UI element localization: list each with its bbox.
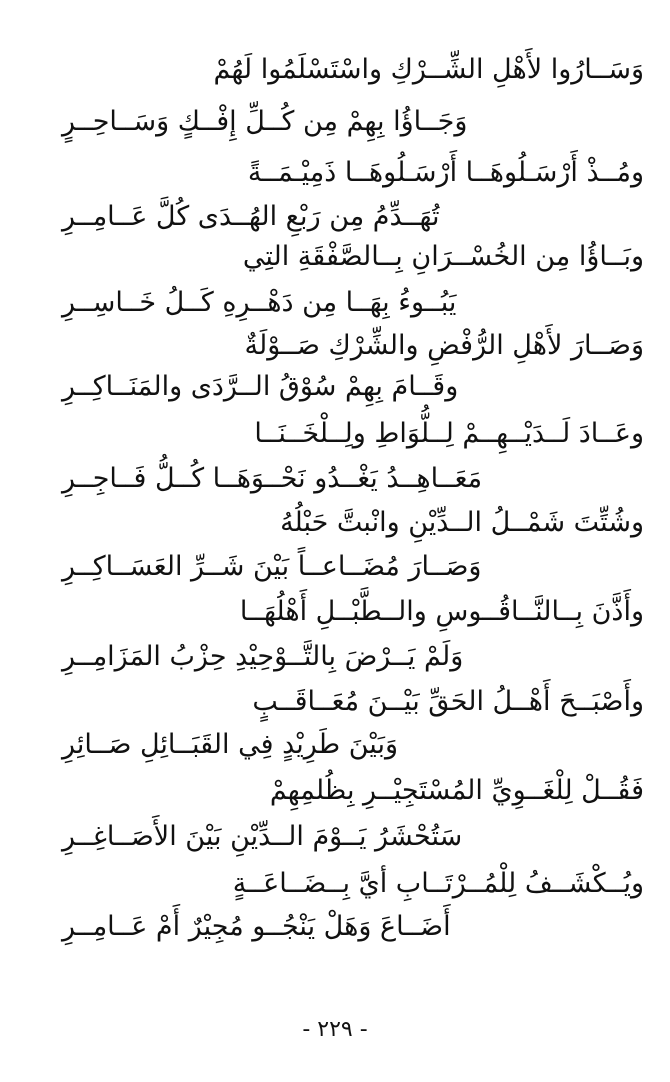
verse-line-11: وشُتِّتَ شَمْــلُ الــدِّيْنِ وانْبتَّ حَبْلُهُ — [280, 507, 644, 538]
verse-line-1: وَسَــارُوا لأَهْلِ الشِّــرْكِ واسْتَسْلَمُوا لَهُمْ — [213, 54, 644, 85]
verse-line-3: ومُــذْ أَرْسَـلُوهَــا أَرْسَـلُوهَــا ذَمِيْـمَــةً — [247, 157, 644, 188]
verse-line-9: وعَــادَ لَــدَيْــهِــمْ لِــلُّوَاطِ ولِــلْخَــنَــا — [254, 418, 644, 449]
verse-line-7: وَصَــارَ لأَهْلِ الرُّفْضِ والشِّرْكِ صَــوْلَةٌ — [244, 330, 644, 361]
verse-line-5: وبَــاؤُا مِن الخُسْــرَانِ بِــالصَّفْقَةِ التِي — [242, 241, 644, 272]
verse-line-8: وقَــامَ بِهِمْ سُوْقُ الــرَّدَى والمَنَــاكِــرِ — [62, 371, 459, 402]
verse-line-15: وأَصْبَــحَ أَهْــلُ الحَقِّ بَيْــنَ مُعَــاقَــبٍ — [252, 686, 644, 717]
verse-line-20: أَضَــاعَ وَهَلْ يَنْجُــو مُجِيْرٌ أَمْ عَــامِــرِ — [62, 911, 451, 942]
verse-line-6: يَبُــوءُ بِهَــا مِن دَهْــرِهِ كَــلُ خَــاسِــرِ — [62, 287, 457, 318]
verse-line-12: وَصَــارَ مُضَــاعــاً بَيْنَ شَــرِّ العَسَــاكِــرِ — [62, 551, 482, 582]
verse-line-2: وَجَــاؤُا بِهِمْ مِن كُــلِّ إِفْــكٍ وَسَــاحِــرٍ — [62, 106, 468, 137]
verse-line-18: سَتُحْشَرُ يَــوْمَ الــدِّيْنِ بَيْنَ الأَصَــاغِــرِ — [62, 821, 463, 852]
verse-line-16: وَبَيْنَ طَرِيْدٍ فِي القَبَــائِلِ صَــائِرِ — [62, 729, 398, 760]
verse-line-19: ويُــكْشَــفُ لِلْمُــرْتَــابِ أيَّ بِــضَــاعَــةٍ — [232, 868, 644, 899]
verse-line-10: مَعَــاهِــدُ يَغْــدُو نَحْــوَهَــا كُــلُّ فَــاجِــرِ — [62, 463, 483, 494]
verse-line-17: فَقُــلْ لِلْغَــوِيِّ المُسْتَجِيْــرِ بِظُلمِهِمْ — [269, 775, 644, 806]
page-number: - ٢٢٩ - — [302, 1017, 368, 1042]
verse-line-4: تُهَــدِّمُ مِن رَبْعِ الهُــدَى كُلَّ عَــامِــرِ — [62, 201, 440, 232]
verse-line-14: وَلَمْ يَــرْضَ بِالتَّــوْحِيْدِ حِزْبُ المَزَامِــرِ — [62, 641, 464, 672]
verse-line-13: وأَذَّنَ بِــالنَّــاقُــوسِ والــطَّبْــلِ أَهْلُهَــا — [239, 596, 644, 627]
